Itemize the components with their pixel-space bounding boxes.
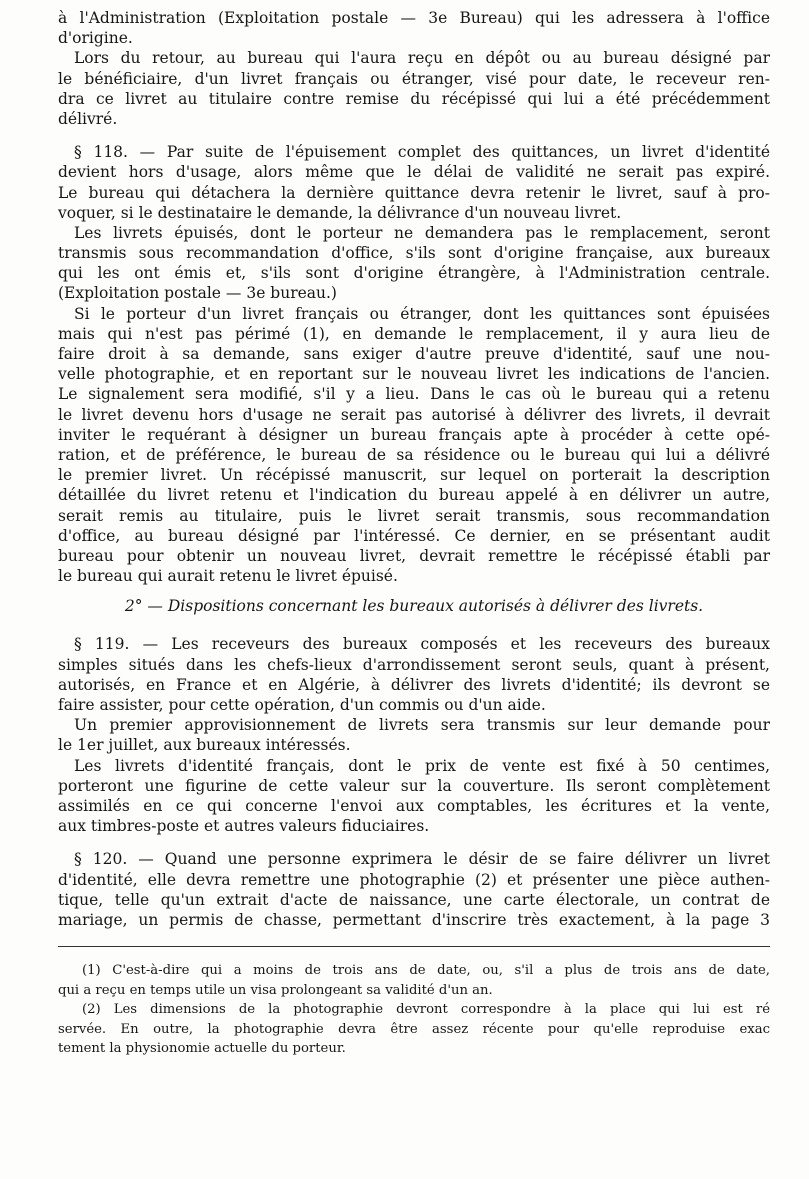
- document-body: [58, 8, 770, 1059]
- text-line: d'origine.: [58, 29, 133, 48]
- text-line: Les livrets d'identité français, dont le prix de vente est fixé à 50 centimes,: [74, 756, 770, 775]
- text-line: autorisés, en France et en Algérie, à délivrer des livrets d'identité; ils devront se: [58, 675, 770, 694]
- text-line: le bureau qui aurait retenu le livret épuisé.: [58, 567, 398, 586]
- text-line: faire assister, pour cette opération, d'un commis ou d'un aide.: [58, 696, 546, 714]
- text-line: inviter le requérant à désigner un bureau français apte à procéder à cette opé-: [58, 425, 770, 444]
- text-line: Le signalement sera modifié, s'il y a lieu. Dans le cas où le bureau qui a retenu: [58, 385, 770, 404]
- text-line: d'identité, elle devra remettre une photographie (2) et présenter une pièce authen-: [58, 870, 770, 889]
- text-line: délivré.: [58, 109, 118, 128]
- text-line: § 120. — Quand une personne exprimera le désir de se faire délivrer un livret: [74, 850, 770, 869]
- text-line: dra ce livret au titulaire contre remise du récépissé qui lui a été précédemment: [58, 89, 770, 108]
- text-line: simples situés dans les chefs-lieux d'arrondissement seront seuls, quant à présent,: [58, 655, 770, 674]
- section-118: [58, 142, 770, 586]
- footnote-line: qui a reçu en temps utile un visa prolongeant sa validité d'un an.: [58, 982, 493, 998]
- footnote-line: (1) C'est-à-dire qui a moins de trois ans de date, ou, s'il a plus de trois ans de date,: [82, 963, 770, 979]
- section-heading: 2° — Dispositions concernant les bureaux autorisés à délivrer des livrets.: [124, 597, 704, 616]
- text-line: Les livrets épuisés, dont le porteur ne demandera pas le remplacement, seront: [74, 223, 770, 242]
- footnote-line: (2) Les dimensions de la photographie devront correspondre à la place qui lui est ré: [82, 1002, 770, 1018]
- text-line: Le bureau qui détachera la dernière quittance devra retenir le livret, sauf à pro-: [58, 183, 770, 202]
- text-line: tique, telle qu'un extrait d'acte de naissance, une carte électorale, un contrat de: [58, 890, 770, 909]
- text-line: détaillée du livret retenu et l'indication du bureau appelé à en délivrer un autre,: [58, 486, 770, 505]
- text-line: le livret devenu hors d'usage ne serait pas autorisé à délivrer des livrets, il devrait: [58, 405, 770, 424]
- footnote-line: servée. En outre, la photographie devra être assez récente pour qu'elle reproduise exac: [58, 1021, 770, 1037]
- text-line: § 118. — Par suite de l'épuisement complet des quittances, un livret d'identité: [74, 143, 770, 162]
- paragraph-intro: [58, 8, 770, 129]
- text-line: Lors du retour, au bureau qui l'aura reçu en dépôt ou au bureau désigné par: [74, 49, 770, 68]
- section-120: [58, 849, 770, 930]
- text-line: assimilés en ce qui concerne l'envoi aux comptables, les écritures et la vente,: [58, 796, 770, 815]
- text-line: velle photographie, et en reportant sur le nouveau livret les indications de l'ancien.: [58, 365, 770, 384]
- section-119: [58, 634, 770, 836]
- text-line: faire droit à sa demande, sans exiger d'autre preuve d'identité, sauf une nou-: [58, 345, 770, 363]
- footnotes: [58, 961, 770, 1059]
- text-line: (Exploitation postale — 3e bureau.): [58, 284, 337, 303]
- text-line: serait remis au titulaire, puis le livret serait transmis, sous recommandation: [58, 506, 770, 525]
- footnote-divider: [58, 946, 770, 947]
- footnote-line: tement la physionomie actuelle du porteur.: [58, 1041, 346, 1057]
- text-line: porteront une figurine de cette valeur sur la couverture. Ils seront complètement: [58, 776, 770, 795]
- text-line: d'office, au bureau désigné par l'intéressé. Ce dernier, en se présentant audit: [58, 526, 770, 545]
- text-line: devient hors d'usage, alors même que le délai de validité ne serait pas expiré.: [58, 163, 770, 182]
- text-line: Un premier approvisionnement de livrets sera transmis sur leur demande pour: [74, 716, 770, 735]
- text-line: transmis sous recommandation d'office, s'ils sont d'origine française, aux bureaux: [58, 244, 770, 263]
- text-line: le 1er juillet, aux bureaux intéressés.: [58, 736, 351, 755]
- text-line: le bénéficiaire, d'un livret français ou étranger, visé pour date, le receveur ren-: [58, 69, 770, 88]
- text-line: Si le porteur d'un livret français ou étranger, dont les quittances sont épuisées: [74, 304, 770, 323]
- text-line: mariage, un permis de chasse, permettant d'inscrire très exactement, à la page 3: [58, 910, 770, 929]
- text-line: § 119. — Les receveurs des bureaux composés et les receveurs des bureaux: [74, 635, 770, 654]
- text-line: qui les ont émis et, s'ils sont d'origine étrangère, à l'Administration centrale.: [58, 264, 770, 283]
- text-line: bureau pour obtenir un nouveau livret, devrait remettre le récépissé établi par: [58, 546, 770, 565]
- text-line: à l'Administration (Exploitation postale — 3e Bureau) qui les adressera à l'office: [58, 9, 770, 27]
- text-line: mais qui n'est pas périmé (1), en demande le remplacement, il y aura lieu de: [58, 324, 770, 343]
- text-line: ration, et de préférence, le bureau de sa résidence ou le bureau qui lui a délivré: [58, 445, 770, 464]
- text-line: aux timbres-poste et autres valeurs fiduciaires.: [58, 817, 430, 836]
- text-line: voquer, si le destinataire le demande, la délivrance d'un nouveau livret.: [58, 203, 622, 222]
- text-line: le premier livret. Un récépissé manuscrit, sur lequel on porterait la description: [58, 466, 770, 485]
